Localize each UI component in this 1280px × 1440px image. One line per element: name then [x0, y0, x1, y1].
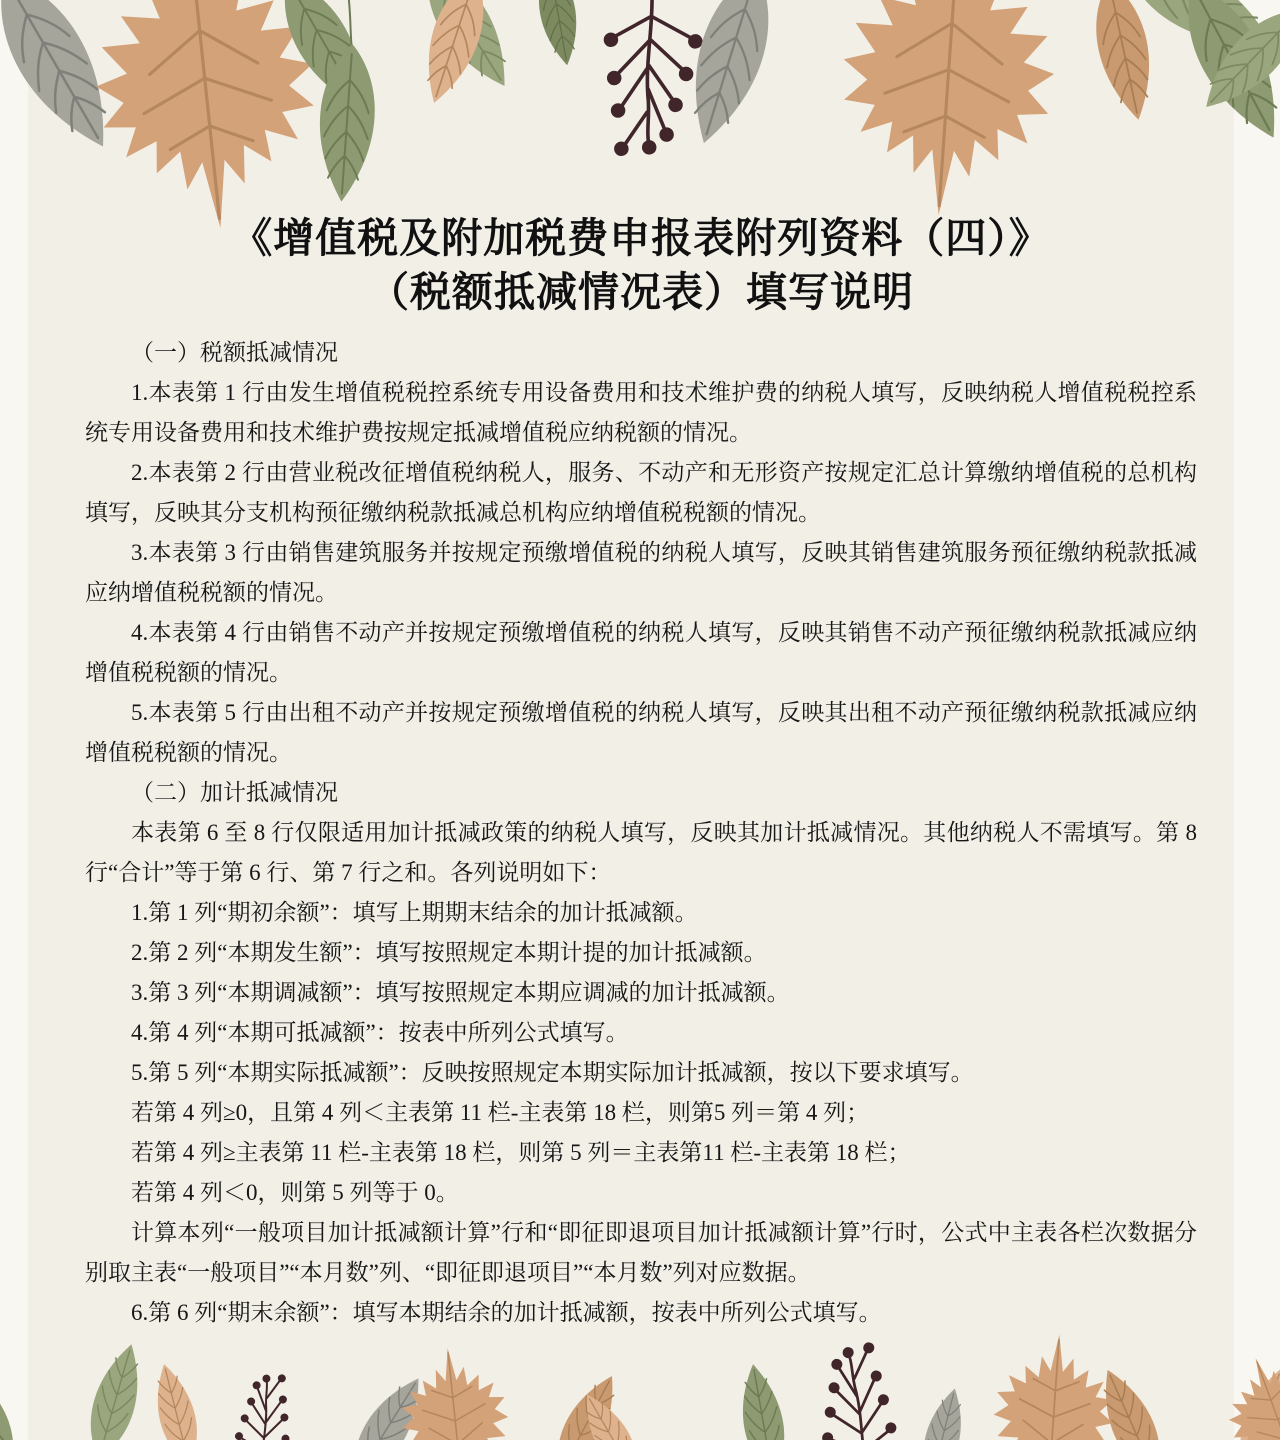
document	[85, 0, 1197, 1333]
gray-oval-leaf-icon	[915, 1384, 971, 1440]
paragraph: 3.第 3 列“本期调减额”：填写按照规定本期应调减的加计抵减额。	[131, 980, 790, 1005]
document-body	[85, 333, 1197, 1333]
paragraph: 若第 4 列≥0，且第 4 列＜主表第 11 栏-主表第 18 栏，则第5 列＝第 4 列；	[131, 1100, 870, 1125]
sage-oval-leaf-icon	[734, 1361, 792, 1440]
section-heading: （二）加计抵减情况	[131, 780, 338, 805]
tan-maple-leaf-icon	[1211, 1342, 1280, 1440]
tan-maple-leaf-icon	[990, 1330, 1119, 1440]
paragraph: 5.本表第 5 行由出租不动产并按规定预缴增值税的纳税人填写，反映其出租不动产预征缴纳税款抵减应纳增值税税额的情况。	[85, 700, 1197, 765]
paragraph: 2.第 2 列“本期发生额”：填写按照规定本期计提的加计抵减额。	[131, 940, 767, 965]
paragraph: 3.本表第 3 行由销售建筑服务并按规定预缴增值税的纳税人填写，反映其销售建筑服务预征缴纳税款抵减应纳增值税税额的情况。	[85, 540, 1197, 605]
paragraph: 4.第 4 列“本期可抵减额”：按表中所列公式填写。	[131, 1020, 629, 1045]
paragraph: 若第 4 列≥主表第 11 栏-主表第 18 栏，则第 5 列＝主表第11 栏-主表第 18 栏；	[131, 1140, 911, 1165]
paragraph: 本表第 6 至 8 行仅限适用加计抵减政策的纳税人填写，反映其加计抵减情况。其他纳税人不需填写。第 8 行“合计”等于第 6 行、第 7 行之和。各列说明如下：	[85, 820, 1198, 885]
tan-oval-leaf-icon	[147, 1360, 206, 1440]
paragraph: 1.第 1 列“期初余额”：填写上期期末结余的加计抵减额。	[131, 900, 698, 925]
document-title	[85, 211, 1197, 319]
document-title-line2: （税额抵减情况表）填写说明	[368, 269, 914, 315]
paragraph: 2.本表第 2 行由营业税改征增值税纳税人，服务、不动产和无形资产按规定汇总计算缴纳增值税的总机构填写，反映其分支机构预征缴纳税款抵减总机构应纳增值税税额的情况。	[85, 460, 1197, 525]
paragraph: 若第 4 列＜0，则第 5 列等于 0。	[131, 1180, 459, 1205]
document-title-line1: 《增值税及附加税费申报表附列资料（四）》	[231, 215, 1051, 261]
paragraph: 1.本表第 1 行由发生增值税税控系统专用设备费用和技术维护费的纳税人填写，反映纳税人增值税税控系统专用设备费用和技术维护费按规定抵减增值税应纳税额的情况。	[85, 380, 1197, 445]
sage-oval-leaf-icon	[0, 1341, 30, 1440]
paragraph: 5.第 5 列“本期实际抵减额”：反映按照规定本期实际加计抵减额，按以下要求填写。	[131, 1060, 974, 1085]
section-heading: （一）税额抵减情况	[131, 340, 338, 365]
paragraph: 6.第 6 列“期末余额”：填写本期结余的加计抵减额，按表中所列公式填写。	[131, 1300, 882, 1325]
paragraph: 计算本列“一般项目加计抵减额计算”行和“即征即退项目加计抵减额计算”行时，公式中主表各栏次数据分别取主表“一般项目”“本月数”列、“即征即退项目”“本月数”列对应数据。	[85, 1220, 1197, 1285]
paragraph: 4.本表第 4 行由销售不动产并按规定预缴增值税的纳税人填写，反映其销售不动产预征缴纳税款抵减应纳增值税税额的情况。	[85, 620, 1197, 685]
berry-sprig-icon	[816, 1341, 899, 1440]
berry-sprig-icon	[232, 1369, 298, 1440]
sage-oval-leaf-icon	[79, 1339, 151, 1440]
